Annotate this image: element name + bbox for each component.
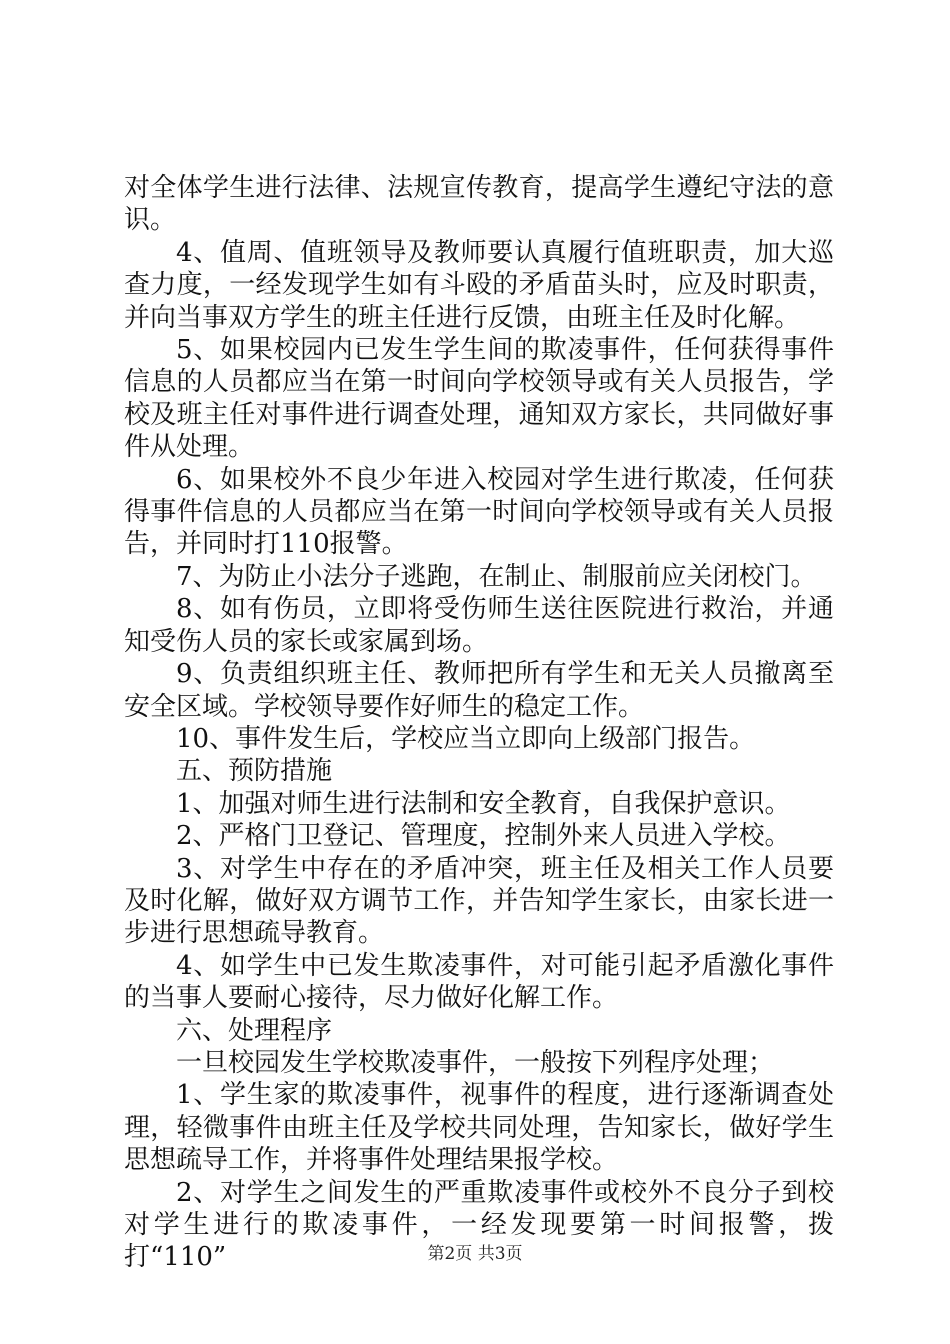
section-heading-procedure: 六、处理程序 — [176, 1015, 333, 1046]
paragraph-procedure-intro: 一旦校园发生学校欺凌事件，一般按下列程序处理； — [176, 1047, 775, 1078]
page-footer: 第2页 共3页 — [427, 1244, 523, 1264]
paragraph-item-7-close-gate: 7、为防止小法分子逃跑，在制止、制服前应关闭校门。 — [176, 561, 817, 592]
paragraph-prevention-2: 2、严格门卫登记、管理度，控制外来人员进入学校。 — [176, 821, 791, 852]
paragraph-item-9-evacuation: 9、负责组织班主任、教师把所有学生和无关人员撤离至安全区域。学校领导要作好师生的稳定工作。 — [124, 659, 834, 722]
paragraph-item-6-outside-youth: 6、如果校外不良少年进入校园对学生进行欺凌，任何获得事件信息的人员都应当在第一时间向学校领导或有关人员报告，并同时打110报警。 — [124, 464, 834, 560]
paragraph-item-10-report: 10、事件发生后，学校应当立即向上级部门报告。 — [176, 723, 756, 754]
paragraph-item-5-campus-bullying: 5、如果校园内已发生学生间的欺凌事件，任何获得事件信息的人员都应当在第一时间向学校领导或有关人员报告，学校及班主任对事件进行调查处理，通知双方家长，共同做好事件从处理。 — [124, 335, 834, 463]
paragraph-item-8-injured: 8、如有伤员，立即将受伤师生送往医院进行救治，并通知受伤人员的家长或家属到场。 — [124, 594, 834, 657]
paragraph-prevention-3: 3、对学生中存在的矛盾冲突，班主任及相关工作人员要及时化解，做好双方调节工作，并告知学生家长，由家长进一步进行思想疏导教育。 — [124, 853, 834, 949]
section-heading-prevention: 五、预防措施 — [176, 756, 333, 787]
paragraph-procedure-2: 2、对学生之间发生的严重欺凌事件或校外不良分子到校对学生进行的欺凌事件，一经发现要第一时间报警，拨打“110” — [124, 1177, 834, 1273]
paragraph-prevention-1: 1、加强对师生进行法制和安全教育，自我保护意识。 — [176, 788, 791, 819]
paragraph-procedure-1: 1、学生家的欺凌事件，视事件的程度，进行逐渐调查处理，轻微事件由班主任及学校共同处理，告知家长，做好学生思想疏导工作，并将事件处理结果报学校。 — [124, 1080, 834, 1176]
document-body — [124, 172, 834, 1274]
paragraph-prevention-4: 4、如学生中已发生欺凌事件，对可能引起矛盾激化事件的当事人要耐心接待，尽力做好化解工作。 — [124, 950, 834, 1014]
paragraph-item-4-duty-patrol: 4、值周、值班领导及教师要认真履行值班职责，加大巡查力度，一经发现学生如有斗殴的矛盾苗头时，应及时职责，并向当事双方学生的班主任进行反馈，由班主任及时化解。 — [124, 237, 834, 333]
paragraph-continuation: 对全体学生进行法律、法规宣传教育，提高学生遵纪守法的意识。 — [124, 173, 834, 236]
